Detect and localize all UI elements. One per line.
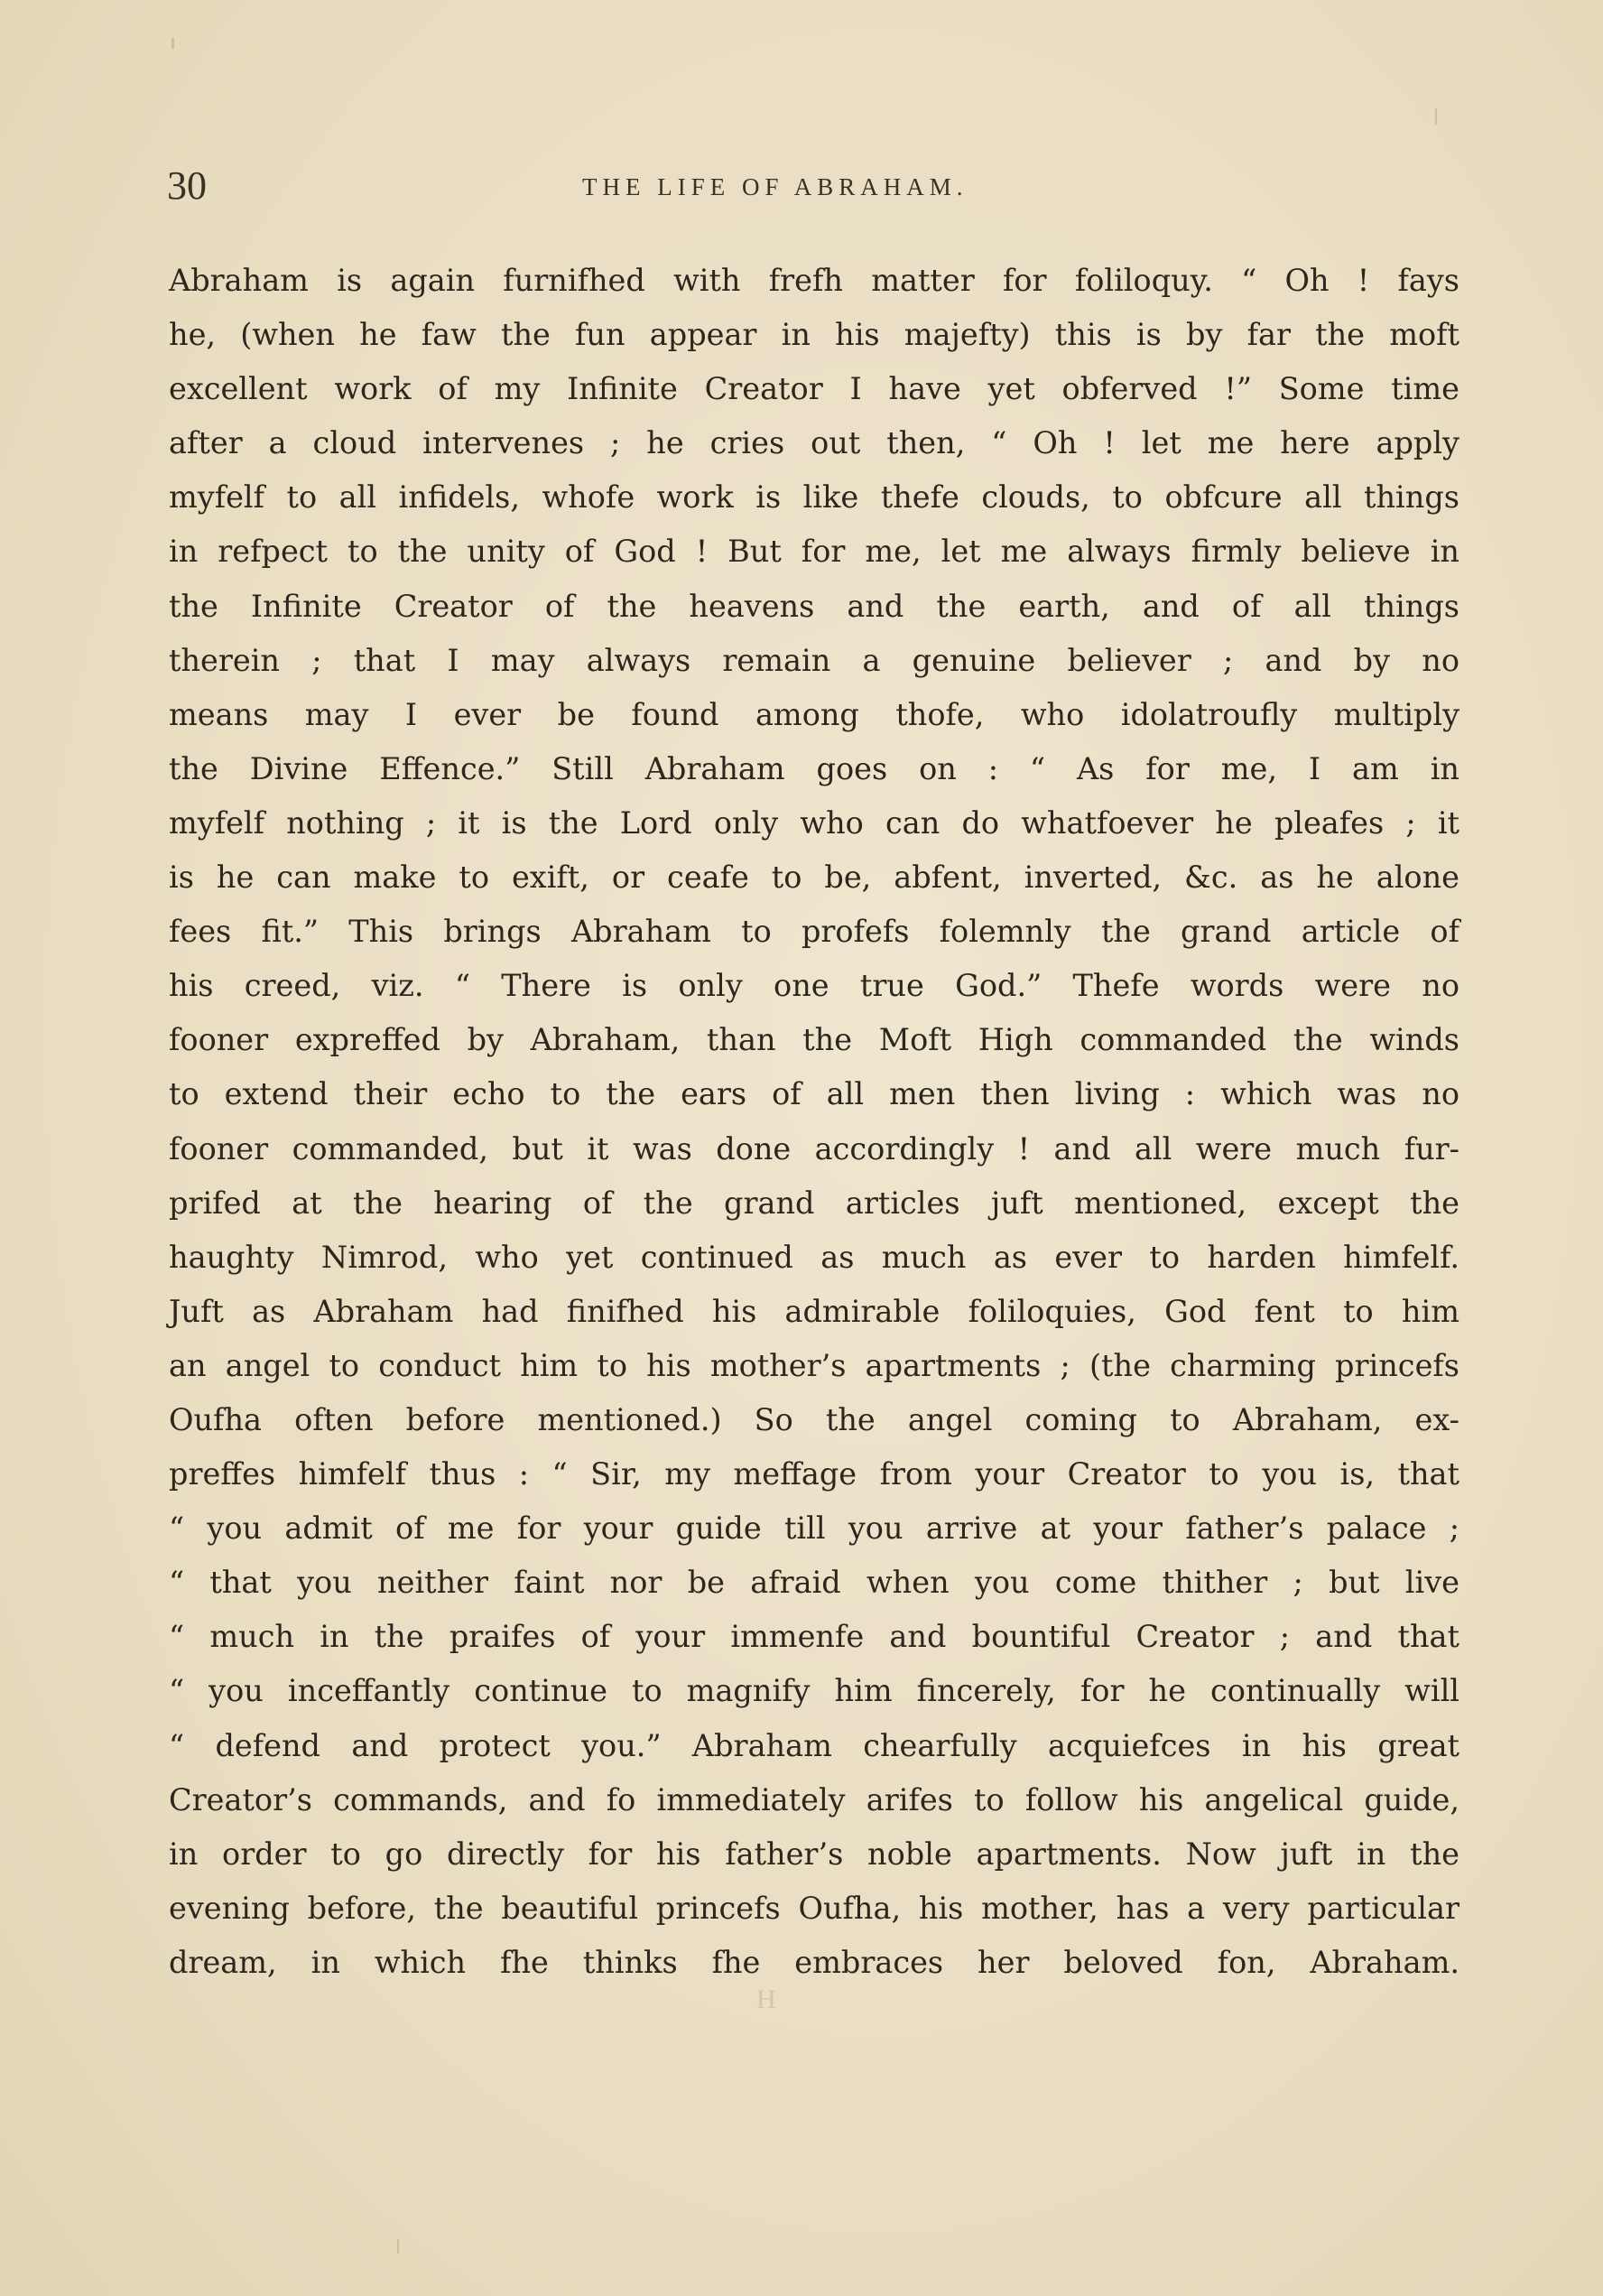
text-line: his creed, viz. “ There is only one true God.” Thefe words were no [169,968,1459,1004]
text-line: Creator’s commands, and fo immediately arifes to follow his angelical guide, [169,1781,1459,1817]
text-line: Oufha often before mentioned.) So the angel coming to Abraham, ex- [169,1401,1459,1437]
text-line: “ you inceffantly continue to magnify him fincerely, for he continually will [169,1673,1459,1709]
text-line: dream, in which fhe thinks fhe embraces her beloved fon, Abraham. [169,1944,1459,1980]
text-line: an angel to conduct him to his mother’s apartments ; (the charming princefs [169,1347,1459,1383]
text-line: to extend their echo to the ears of all men then living : which was no [169,1076,1459,1112]
text-line: the Infinite Creator of the heavens and the earth, and of all things [169,588,1459,624]
text-line: fooner commanded, but it was done accordingly ! and all were much fur- [169,1130,1459,1167]
text-line: fees fit.” This brings Abraham to profefs folemnly the grand article of [169,914,1459,950]
text-line: Abraham is again furnifhed with frefh matter for foliloquy. “ Oh ! fays [169,263,1459,298]
text-line: haughty Nimrod, who yet continued as much as ever to harden himfelf. [169,1239,1459,1275]
text-line: he, (when he faw the fun appear in his majefty) this is by far the moft [169,317,1459,353]
text-line: “ that you neither faint nor be afraid when you come thither ; but live [169,1565,1459,1601]
running-head: THE LIFE OF ABRAHAM. [582,173,968,200]
paper-speck [171,38,174,49]
page-number: 30 [167,163,207,208]
text-line: preffes himfelf thus : “ Sir, my meffage from your Creator to you is, that [169,1456,1459,1492]
paper-speck [397,2239,399,2254]
page-header [167,163,1467,208]
text-line: myfelf nothing ; it is the Lord only who can do whatfoever he pleafes ; it [169,804,1459,841]
text-line: in refpect to the unity of God ! But for me, let me always firmly believe in [169,534,1459,570]
text-line: “ defend and protect you.” Abraham chearfully acquiefces in his great [169,1727,1459,1763]
text-line: in order to go directly for his father’s noble apartments. Now juft in the [169,1836,1459,1872]
text-line: “ you admit of me for your guide till you arrive at your father’s palace ; [169,1511,1459,1547]
text-line: Juft as Abraham had finifhed his admirable foliloquies, God fent to him [169,1293,1459,1329]
signature-mark: H [756,1985,776,2014]
text-line: prifed at the hearing of the grand articles juft mentioned, except the [169,1185,1459,1221]
text-line: fooner expreffed by Abraham, than the Moft High commanded the winds [169,1022,1459,1058]
text-line: evening before, the beautiful princefs Oufha, his mother, has a very particular [169,1890,1459,1926]
text-line: therein ; that I may always remain a genuine believer ; and by no [169,642,1459,678]
text-line: “ much in the praifes of your immenfe and bountiful Creator ; and that [169,1619,1459,1655]
text-line: excellent work of my Infinite Creator I have yet obferved !” Some time [169,371,1459,407]
paper-speck [1435,108,1437,125]
text-line: is he can make to exift, or ceafe to be, abfent, inverted, &c. as he alone [169,860,1459,896]
text-line: the Divine Effence.” Still Abraham goes on : “ As for me, I am in [169,750,1459,786]
text-line: myfelf to all infidels, whofe work is like thefe clouds, to obfcure all things [169,479,1459,516]
text-line: after a cloud intervenes ; he cries out then, “ Oh ! let me here apply [169,425,1459,461]
body-text [169,254,1459,1990]
text-line: means may I ever be found among thofe, who idolatroufly multiply [169,696,1459,732]
